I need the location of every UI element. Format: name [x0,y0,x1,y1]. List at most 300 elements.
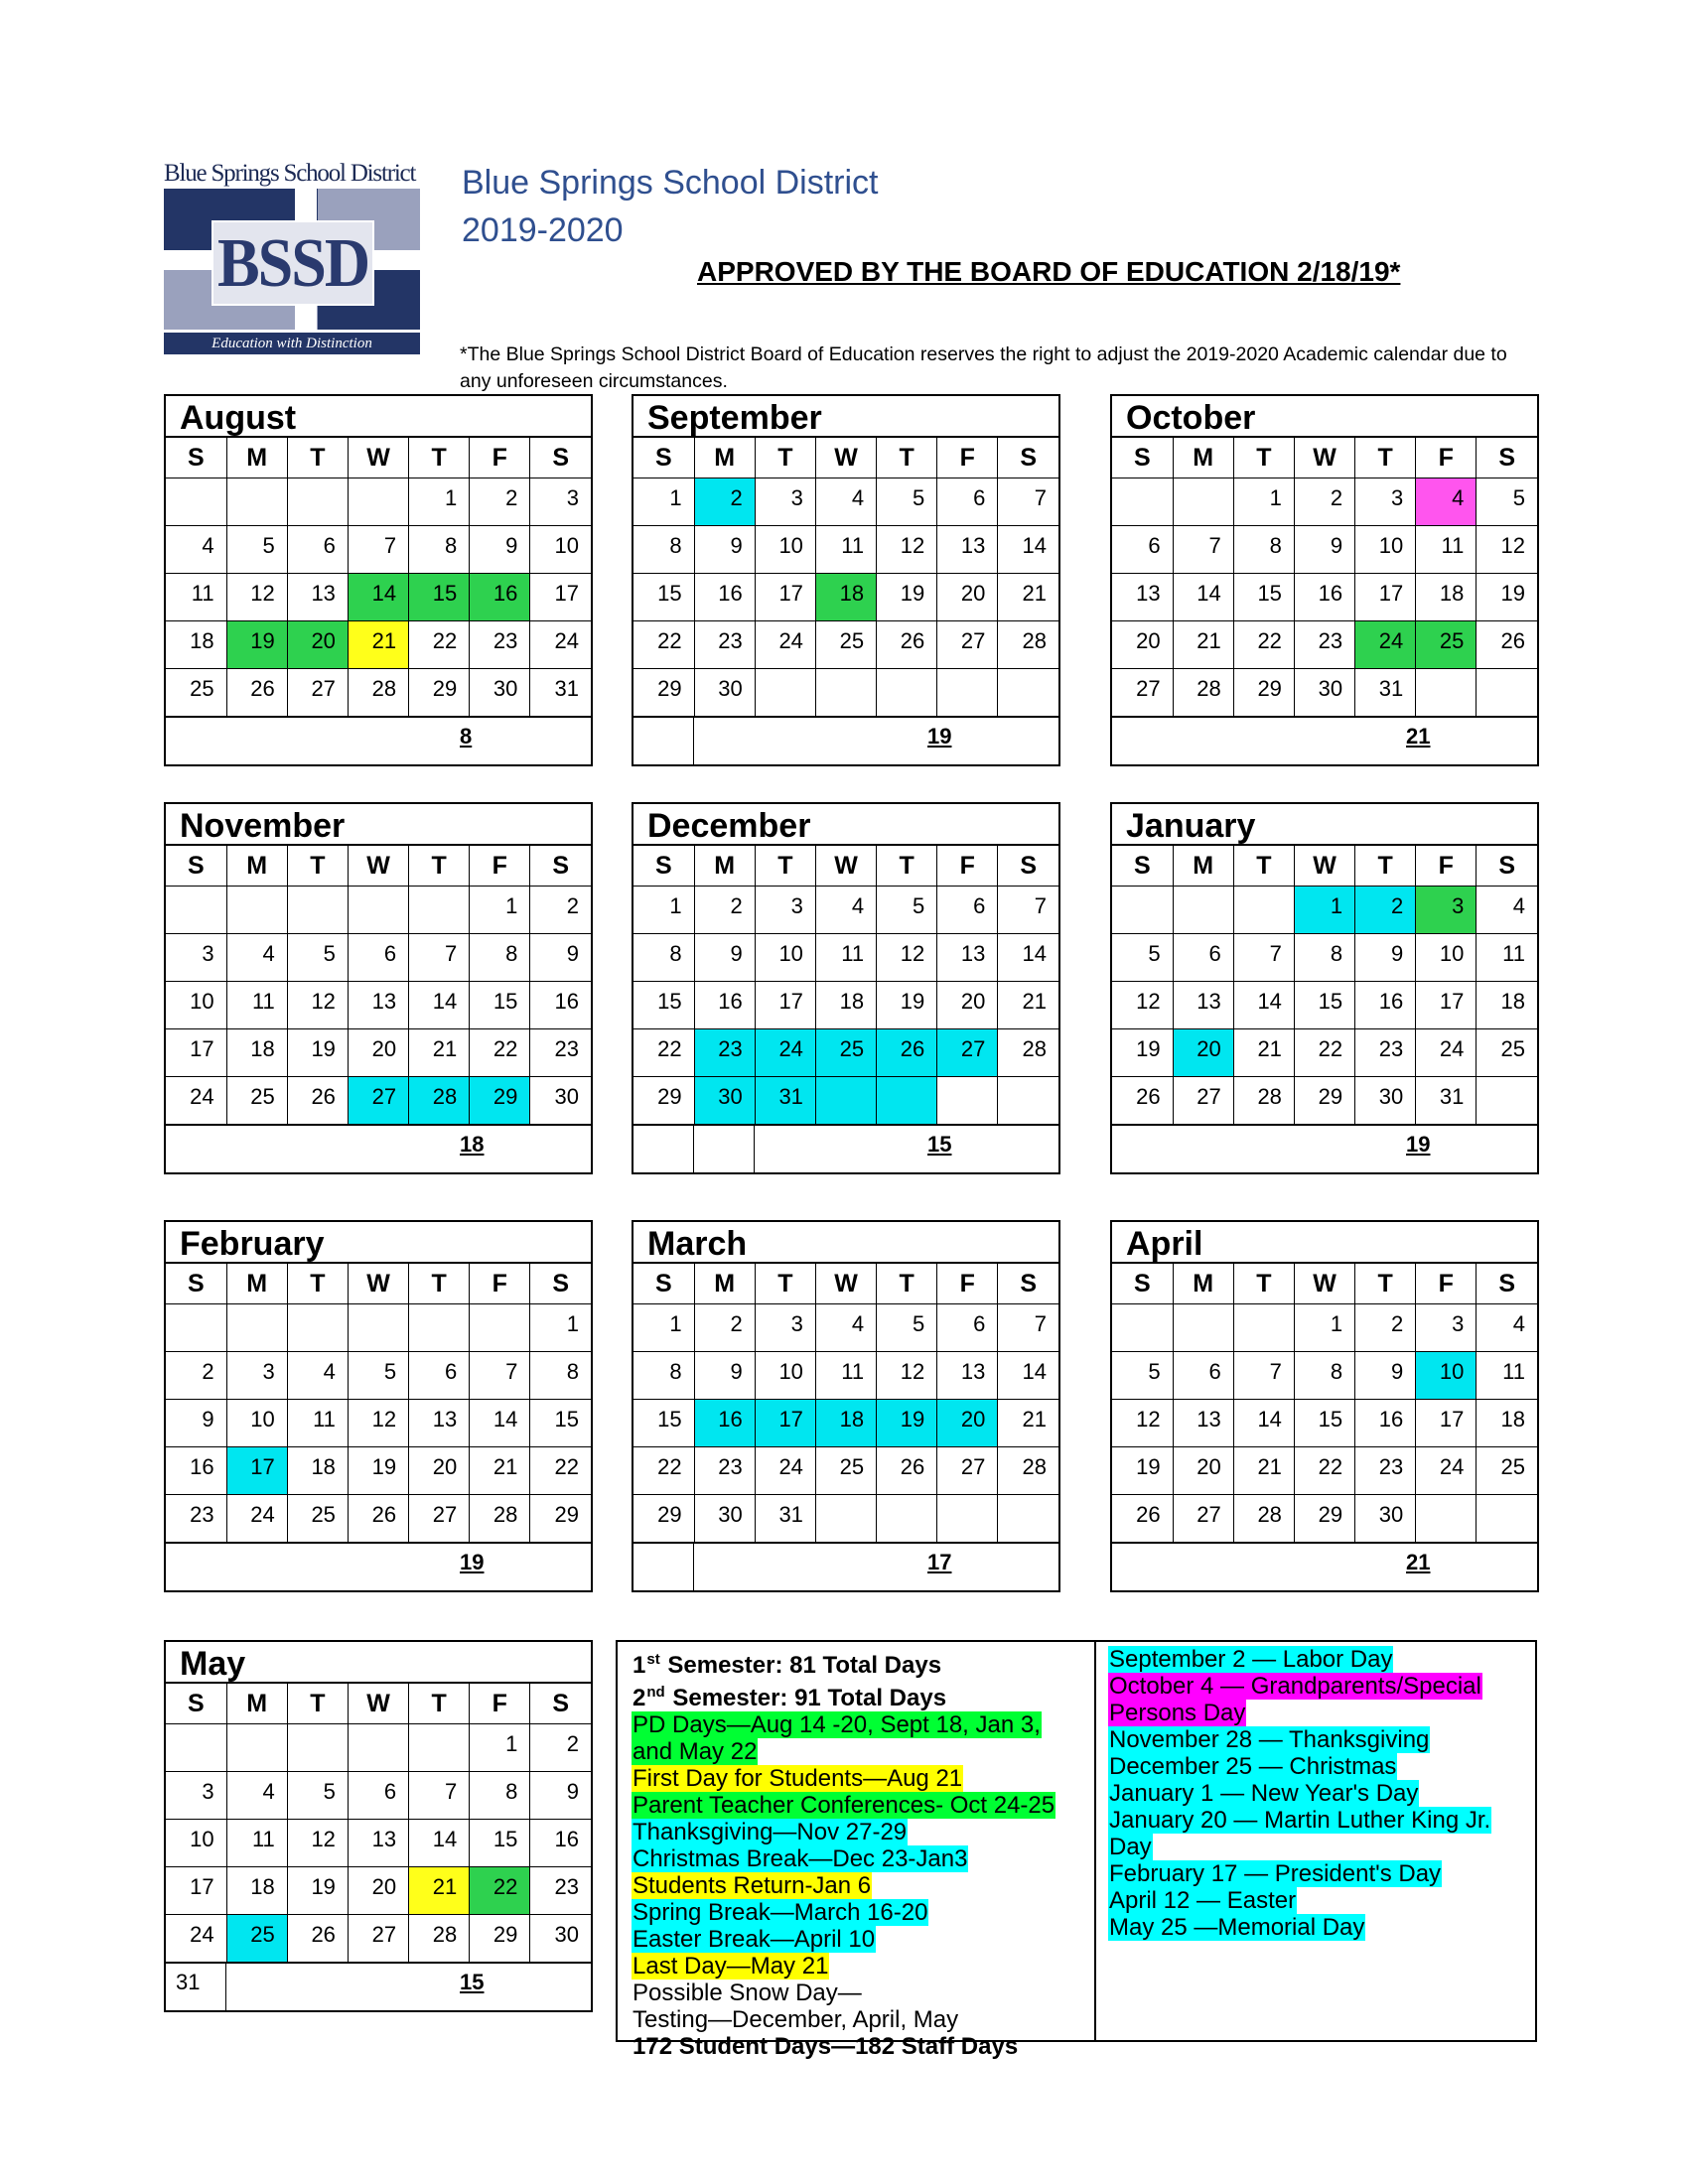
weekday-header: T [877,438,937,478]
day-cell: 31 [530,669,591,717]
day-cell: 1 [530,1304,591,1352]
day-cell: 7 [1173,526,1233,574]
day-cell: 26 [348,1495,408,1543]
weekday-header: T [1355,438,1416,478]
calendar-grid [166,1264,591,1543]
empty-day-cell [815,669,876,717]
empty-day-cell [877,669,937,717]
empty-day-cell [1416,1495,1477,1543]
day-cell: 25 [1477,1029,1537,1077]
weekday-header: T [409,846,470,887]
day-cell: 28 [1173,669,1233,717]
legend-text: Thanksgiving—Nov 27-29 [633,1819,908,1845]
day-cell: 29 [530,1495,591,1543]
day-cell: 5 [226,526,287,574]
legend-line [1108,1887,1535,1914]
week-row [633,1447,1058,1495]
day-cell: 3 [166,1772,226,1820]
day-cell: 15 [470,982,530,1029]
day-cell: 21 [1173,621,1233,669]
legend-text: Semester: 91 Total Days [665,1685,947,1711]
weekday-header: M [1173,846,1233,887]
weekday-header: S [1112,846,1173,887]
day-cell: 15 [470,1820,530,1867]
legend-text: Last Day—May 21 [633,1953,829,1979]
day-cell: 18 [815,574,876,621]
day-cell: 27 [1173,1495,1233,1543]
day-cell: 11 [815,526,876,574]
empty-day-cell [348,1304,408,1352]
legend-box [616,1640,1537,2060]
day-cell: 26 [877,1029,937,1077]
day-cell: 4 [226,1772,287,1820]
district-logo [164,161,420,359]
day-cell: 27 [287,669,348,717]
day-cell: 2 [694,887,755,934]
day-cell: 15 [1294,982,1354,1029]
day-cell: 8 [1294,1352,1354,1400]
day-cell: 20 [937,1400,998,1447]
day-cell: 7 [998,887,1058,934]
day-cell: 23 [530,1867,591,1915]
weekday-header: S [998,846,1058,887]
day-cell: 4 [815,478,876,526]
weekday-header: T [1233,1264,1294,1304]
legend-text: November 28 — Thanksgiving [1109,1726,1430,1753]
day-cell: 12 [1112,982,1173,1029]
week-row [166,1495,591,1543]
weekday-header: M [694,846,755,887]
empty-day-cell [877,1495,937,1543]
week-row [633,1077,1058,1125]
day-cell: 17 [755,574,815,621]
empty-day-cell [877,1077,937,1125]
calendar-grid [1112,1264,1537,1543]
week-row [1112,1029,1537,1077]
day-cell: 7 [470,1352,530,1400]
day-cell: 12 [877,934,937,982]
week-row [166,1915,591,1963]
day-cell: 19 [348,1447,408,1495]
day-cell: 9 [694,526,755,574]
legend-key-dates [632,1646,1088,2060]
day-cell: 20 [1173,1029,1233,1077]
day-cell: 18 [166,621,226,669]
legend-text: 172 Student Days—182 Staff Days [633,2033,1019,2060]
week-row [633,1400,1058,1447]
weekday-header: S [1477,438,1537,478]
empty-day-cell [348,478,408,526]
legend-line [632,1979,1088,2006]
weekday-header: T [755,438,815,478]
day-cell: 28 [409,1915,470,1963]
empty-day-cell [226,1724,287,1772]
logo-abbreviation: BSSD [216,223,369,302]
legend-line [632,1926,1088,1953]
day-cell: 13 [1112,574,1173,621]
day-cell: 21 [470,1447,530,1495]
day-cell: 2 [694,1304,755,1352]
day-cell: 29 [470,1915,530,1963]
day-cell: 27 [409,1495,470,1543]
day-cell: 5 [287,934,348,982]
week-row [633,1304,1058,1352]
day-cell: 1 [1233,478,1294,526]
day-cell: 5 [348,1352,408,1400]
disclaimer-text: *The Blue Springs School District Board of Education reserves the right to adjust the 2019-2020 Academic calendar due to any unforeseen circumstances. [460,343,1507,392]
empty-day-cell [1173,887,1233,934]
weekday-header: F [1416,438,1477,478]
day-cell: 29 [470,1077,530,1125]
weekday-header: T [287,1264,348,1304]
day-cell: 11 [226,982,287,1029]
day-cell: 18 [1477,982,1537,1029]
legend-line [1108,1726,1535,1753]
day-cell: 8 [530,1352,591,1400]
week-row [166,669,591,717]
empty-day-cell [409,887,470,934]
day-cell: 6 [937,887,998,934]
weekday-header: S [633,438,694,478]
day-cell: 14 [409,982,470,1029]
day-cell: 20 [1173,1447,1233,1495]
day-cell: 27 [348,1077,408,1125]
empty-day-cell [937,1077,998,1125]
day-cell: 30 [1294,669,1354,717]
weekday-header: T [755,1264,815,1304]
day-cell: 8 [409,526,470,574]
legend-text: 1 [633,1652,646,1679]
day-cell: 14 [409,1820,470,1867]
week-row [1112,982,1537,1029]
day-cell: 29 [409,669,470,717]
day-cell: 25 [815,1447,876,1495]
day-cell: 19 [287,1029,348,1077]
day-cell: 2 [1355,1304,1416,1352]
day-cell: 6 [1112,526,1173,574]
month-march [632,1220,1060,1592]
weekday-header: T [409,438,470,478]
empty-day-cell [1233,1304,1294,1352]
day-cell: 18 [1477,1400,1537,1447]
day-cell: 30 [694,669,755,717]
day-cell: 9 [470,526,530,574]
weekday-header: F [1416,846,1477,887]
week-row [166,526,591,574]
day-cell: 9 [166,1400,226,1447]
week-row [166,621,591,669]
day-cell: 16 [530,982,591,1029]
day-cell: 30 [1355,1077,1416,1125]
day-cell: 12 [287,982,348,1029]
weekday-header: M [694,1264,755,1304]
day-cell: 3 [226,1352,287,1400]
day-cell: 28 [1233,1077,1294,1125]
day-cell: 23 [470,621,530,669]
day-cell: 23 [1355,1029,1416,1077]
legend-text: January 20 — Martin Luther King Jr. [1109,1807,1491,1834]
total-row [166,1543,591,1590]
weekday-header: S [633,846,694,887]
calendar-grid [166,1684,591,1963]
month-day-total: 21 [1406,1550,1431,1574]
day-cell: 20 [348,1029,408,1077]
month-august [164,394,593,766]
day-cell: 27 [937,621,998,669]
day-cell: 6 [937,478,998,526]
legend-text: December 25 — Christmas [1109,1753,1397,1780]
month-november [164,802,593,1174]
day-cell: 14 [998,1352,1058,1400]
weekday-header: M [226,846,287,887]
day-cell: 11 [226,1820,287,1867]
district-name: Blue Springs School District [462,164,879,202]
day-cell: 21 [998,574,1058,621]
empty-day-cell [937,669,998,717]
day-cell: 19 [877,574,937,621]
legend-line [1108,1700,1535,1726]
day-cell: 5 [1112,1352,1173,1400]
weekday-header: F [937,846,998,887]
day-cell: 19 [226,621,287,669]
day-cell: 22 [470,1029,530,1077]
day-cell: 18 [1416,574,1477,621]
weekday-header: M [1173,1264,1233,1304]
day-cell: 17 [1416,982,1477,1029]
day-cell: 27 [1173,1077,1233,1125]
day-cell: 22 [633,1029,694,1077]
day-cell: 12 [877,1352,937,1400]
weekday-header: T [1233,846,1294,887]
day-cell: 19 [1112,1029,1173,1077]
month-title: February [166,1222,591,1264]
day-cell: 8 [470,934,530,982]
day-cell: 3 [530,478,591,526]
day-cell: 28 [1233,1495,1294,1543]
week-row [1112,1304,1537,1352]
empty-day-cell [287,1724,348,1772]
legend-text: Students Return-Jan 6 [633,1872,872,1899]
week-row [166,1352,591,1400]
weekday-header: M [1173,438,1233,478]
day-cell: 28 [348,669,408,717]
day-cell: 21 [998,1400,1058,1447]
day-cell: 13 [287,574,348,621]
day-cell: 19 [877,1400,937,1447]
day-cell: 14 [1233,1400,1294,1447]
day-cell: 25 [815,621,876,669]
legend-text: Parent Teacher Conferences- Oct 24-25 [633,1792,1055,1819]
day-cell: 23 [694,1447,755,1495]
day-cell: 24 [1416,1447,1477,1495]
total-row [1112,1543,1537,1590]
day-cell: 12 [1477,526,1537,574]
day-cell: 14 [1233,982,1294,1029]
day-cell: 1 [1294,1304,1354,1352]
empty-day-cell [1173,1304,1233,1352]
day-cell: 28 [470,1495,530,1543]
weekday-header: S [1112,1264,1173,1304]
week-row [1112,1352,1537,1400]
day-cell: 1 [633,887,694,934]
weekday-header: S [633,1264,694,1304]
day-cell: 2 [530,1724,591,1772]
day-cell: 31 [755,1077,815,1125]
legend-line [1108,1860,1535,1887]
day-cell: 18 [815,1400,876,1447]
day-cell: 24 [755,621,815,669]
day-cell: 16 [1355,1400,1416,1447]
day-cell: 16 [1355,982,1416,1029]
legend-line [1108,1807,1535,1834]
day-cell: 29 [1294,1077,1354,1125]
day-cell: 16 [694,982,755,1029]
day-cell: 15 [530,1400,591,1447]
empty-day-cell [409,1304,470,1352]
day-cell: 7 [409,1772,470,1820]
weekday-header: M [694,438,755,478]
day-cell: 3 [755,1304,815,1352]
week-row [1112,934,1537,982]
day-cell: 8 [1233,526,1294,574]
month-day-total: 8 [460,724,473,749]
week-row [1112,526,1537,574]
day-cell: 28 [409,1077,470,1125]
legend-line [1108,1673,1535,1700]
day-cell: 25 [1477,1447,1537,1495]
legend-text: October 4 — Grandparents/Special [1109,1673,1481,1700]
day-cell: 2 [1294,478,1354,526]
weekday-header: F [470,1684,530,1724]
empty-day-cell [998,1077,1058,1125]
empty-day-cell [226,887,287,934]
day-cell: 24 [166,1077,226,1125]
day-cell: 20 [348,1867,408,1915]
day-cell: 9 [1355,934,1416,982]
legend-text: 2 [633,1685,646,1711]
week-row [633,526,1058,574]
day-cell: 6 [287,526,348,574]
week-row [633,982,1058,1029]
day-cell: 14 [348,574,408,621]
day-cell: 17 [166,1029,226,1077]
day-cell: 19 [877,982,937,1029]
total-row [633,717,1058,764]
week-row [633,621,1058,669]
empty-day-cell [348,887,408,934]
empty-day-cell [166,887,226,934]
day-cell: 25 [226,1915,287,1963]
day-cell: 12 [1112,1400,1173,1447]
day-cell: 7 [1233,1352,1294,1400]
legend-text: February 17 — President's Day [1109,1860,1442,1887]
week-row [166,1304,591,1352]
month-title: November [166,804,591,846]
empty-day-cell [409,1724,470,1772]
day-cell: 17 [755,982,815,1029]
day-cell: 12 [226,574,287,621]
legend-text: Semester: 81 Total Days [660,1652,942,1679]
day-cell: 5 [877,887,937,934]
day-cell: 13 [348,1820,408,1867]
month-title: August [166,396,591,438]
day-cell: 15 [633,982,694,1029]
week-row [166,478,591,526]
day-cell: 30 [1355,1495,1416,1543]
month-february [164,1220,593,1592]
day-cell: 7 [409,934,470,982]
empty-day-cell [470,1304,530,1352]
day-cell: 24 [530,621,591,669]
day-cell: 16 [470,574,530,621]
weekday-header: S [1112,438,1173,478]
weekday-header: S [166,1684,226,1724]
empty-day-cell [226,1304,287,1352]
day-cell: 28 [998,621,1058,669]
day-cell: 21 [348,621,408,669]
week-row [633,478,1058,526]
day-cell: 1 [470,1724,530,1772]
day-cell: 13 [409,1400,470,1447]
total-row [166,1125,591,1172]
weekday-header: W [815,846,876,887]
week-row [166,1077,591,1125]
week-row [166,1772,591,1820]
day-cell: 24 [166,1915,226,1963]
weekday-header: F [937,438,998,478]
month-title: March [633,1222,1058,1264]
day-cell: 15 [1233,574,1294,621]
day-cell: 20 [409,1447,470,1495]
day-cell: 10 [755,526,815,574]
month-day-total: 17 [927,1550,952,1574]
legend-line [632,1738,1088,1765]
month-title: December [633,804,1058,846]
day-cell: 2 [166,1352,226,1400]
day-cell: 23 [1294,621,1354,669]
day-cell: 16 [694,1400,755,1447]
weekday-header: S [530,1264,591,1304]
legend-line [632,2033,1088,2060]
day-cell: 8 [633,1352,694,1400]
month-title: October [1112,396,1537,438]
calendar-grid [633,1264,1058,1543]
month-may [164,1640,593,2012]
weekday-header: S [1477,846,1537,887]
day-cell: 6 [1173,1352,1233,1400]
day-cell: 10 [755,1352,815,1400]
week-row [633,934,1058,982]
month-january [1110,802,1539,1174]
day-cell: 26 [877,621,937,669]
day-cell: 9 [1294,526,1354,574]
legend-text: Day [1109,1834,1152,1860]
day-cell: 3 [755,887,815,934]
legend-line [632,1792,1088,1819]
total-row [633,1543,1058,1590]
week-row [1112,1495,1537,1543]
day-cell: 29 [633,669,694,717]
day-cell: 17 [530,574,591,621]
day-cell: 25 [166,669,226,717]
legend-text: January 1 — New Year's Day [1109,1780,1419,1807]
ordinal-suffix: nd [646,1684,665,1701]
day-cell: 12 [877,526,937,574]
day-cell: 19 [287,1867,348,1915]
week-row [1112,478,1537,526]
day-cell: 29 [1233,669,1294,717]
weekday-header: T [287,438,348,478]
